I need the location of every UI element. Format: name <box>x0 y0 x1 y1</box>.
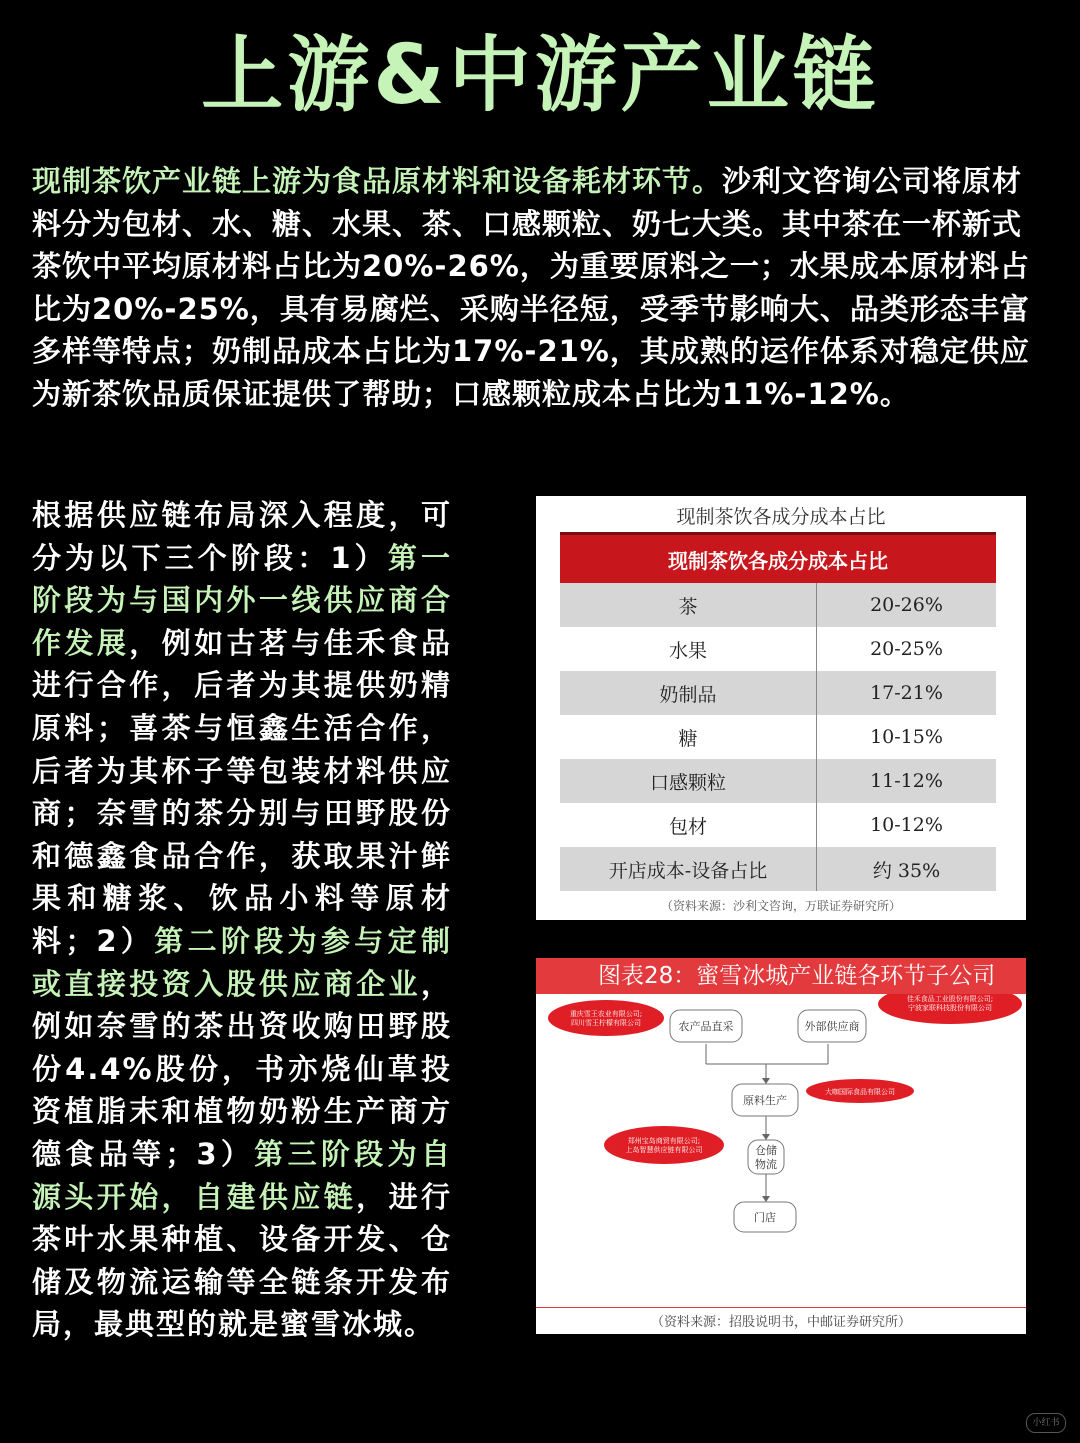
cost-item: 口感颗粒 <box>560 759 817 803</box>
arrow-head <box>762 1134 770 1140</box>
stage-1-highlight: 第一阶段为与国内外一线供应商合作发展 <box>32 540 452 660</box>
intro-highlight: 现制茶饮产业链上游为食品原材料和设备耗材环节。 <box>32 164 723 198</box>
subsidiary-left-mid-line2: 上岛智慧供应链有限公司 <box>625 1146 703 1154</box>
node-store-label: 门店 <box>754 1211 776 1224</box>
table-row <box>560 847 996 891</box>
subsidiary-left-top-line2: 四川雪王柠檬有限公司 <box>571 1019 641 1027</box>
table-row <box>560 803 996 847</box>
supply-chain-source: （资料来源：招股说明书，中邮证券研究所） <box>650 1315 911 1330</box>
node-outsource-label: 外部供应商 <box>804 1020 860 1033</box>
subsidiary-mid-right-label: 大咖国际食品有限公司 <box>825 1088 895 1096</box>
node-farm <box>670 1010 742 1042</box>
supply-chain-diagram <box>536 994 1026 1304</box>
subsidiary-right-top <box>878 994 1022 1024</box>
intro-paragraph <box>32 160 1048 416</box>
node-store <box>734 1202 796 1232</box>
cost-item: 奶制品 <box>560 671 817 715</box>
cost-value: 17-21% <box>817 671 997 715</box>
subsidiary-right-top-line2: 宁波家联科技股份有限公司 <box>908 1004 992 1012</box>
subsidiary-left-top-line1: 重庆雪王农业有限公司; <box>569 1010 643 1018</box>
cost-figure-caption: 现制茶饮各成分成本占比 <box>676 506 886 528</box>
subsidiary-left-top <box>548 1000 664 1036</box>
cost-value: 20-25% <box>870 638 943 660</box>
subsidiary-left-mid <box>604 1126 724 1164</box>
divider <box>536 1307 1026 1308</box>
table-row <box>560 627 996 671</box>
cost-value: 10-12% <box>870 814 943 836</box>
stage-3-highlight: 第三阶段为自源头开始，自建供应链 <box>32 1136 452 1214</box>
table-row <box>560 671 996 715</box>
table-row <box>560 715 996 759</box>
cost-item: 水果 <box>560 627 817 671</box>
subsidiary-left-mid-line1: 郑州宝岛商贸有限公司; <box>627 1137 701 1145</box>
cost-item: 糖 <box>560 715 817 759</box>
stages-text-3: ，例如奈雪的茶出资收购田野股份4.4%股份，书亦烧仙草投资植脂末和植物奶粉生产商方德食品等；3） <box>32 966 452 1171</box>
stages-paragraph <box>32 494 452 1346</box>
watermark-logo: 小红书 <box>1026 1413 1066 1433</box>
stages-text-4: ，进行茶叶水果种植、设备开发、仓储及物流运输等全链条开发布局，最典型的就是蜜雪冰城。 <box>32 1179 452 1342</box>
cost-value: 20-26% <box>817 583 997 627</box>
cost-table-figure <box>536 496 1026 920</box>
page-title: 上游&中游产业链 <box>201 28 879 123</box>
cost-item: 开店成本-设备占比 <box>560 847 817 891</box>
cost-value: 约 35% <box>817 847 997 891</box>
subsidiary-right-top-line1: 佳禾食品工业股份有限公司; <box>906 995 994 1003</box>
node-storage <box>748 1140 784 1174</box>
node-logistics-label: 物流 <box>755 1158 777 1171</box>
stages-text-2: ，例如古茗与佳禾食品进行合作，后者为其提供奶精原料；喜茶与恒鑫生活合作，后者为其杯子等包装材料供应商；奈雪的茶分别与田野股份和德鑫食品合作，获取果汁鲜果和糖浆、饮品小料等原材料；2） <box>32 625 452 958</box>
stages-text-1: 根据供应链布局深入程度，可分为以下三个阶段：1） <box>32 498 452 575</box>
cost-table <box>560 532 996 891</box>
node-raw-label: 原料生产 <box>743 1094 787 1107</box>
cost-value: 10-15% <box>870 726 943 748</box>
arrow-head <box>762 1196 770 1202</box>
cost-item: 茶 <box>560 583 817 627</box>
supply-chain-title: 图表28：蜜雪冰城产业链各环节子公司 <box>536 958 1026 994</box>
cost-table-header: 现制茶饮各成分成本占比 <box>560 534 996 584</box>
node-raw <box>732 1084 798 1116</box>
arrow-head <box>762 1078 770 1084</box>
intro-text: 沙利文咨询公司将原材料分为包材、水、糖、水果、茶、口感颗粒、奶七大类。其中茶在一杯新式茶饮中平均原材料占比为20%-26%，为重要原料之一；水果成本原材料占比为20%-25%，具有易腐烂、采购半径短，受季节影响大、品类形态丰富多样等特点；奶制品成本占比为17%-21%，其成熟的运作体系对稳定供应为新茶饮品质保证提供了帮助；口感颗粒成本占比为11%-12%。 <box>32 164 1030 411</box>
stage-2-highlight: 第二阶段为参与定制或直接投资入股供应商企业 <box>32 923 452 1001</box>
node-farm-label: 农产品直采 <box>678 1020 734 1033</box>
node-storage-label: 仓储 <box>755 1144 777 1157</box>
flow-connectors <box>706 1044 828 1200</box>
cost-item: 包材 <box>560 803 817 847</box>
subsidiary-mid-right <box>806 1079 914 1103</box>
node-outsource <box>798 1010 866 1042</box>
table-row <box>560 759 996 803</box>
cost-value: 11-12% <box>817 759 997 803</box>
table-row <box>560 583 996 627</box>
supply-chain-figure <box>536 958 1026 1334</box>
cost-figure-source: （资料来源：沙利文咨询，万联证券研究所） <box>660 899 901 913</box>
